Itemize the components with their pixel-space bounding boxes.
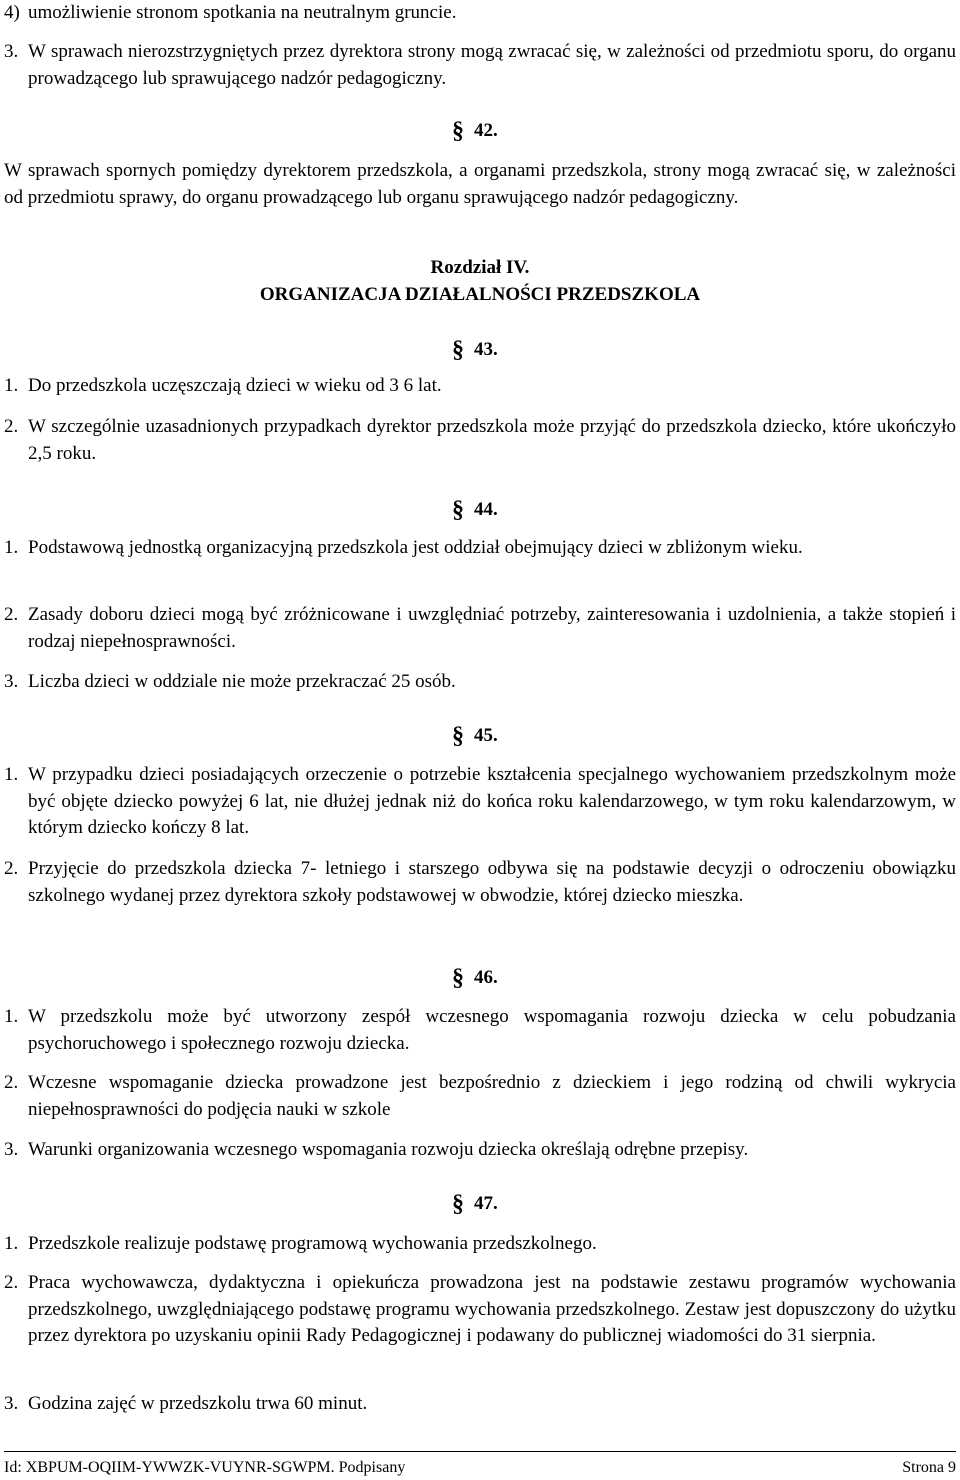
paragraph-heading-47 [452, 1191, 498, 1218]
footer-divider [4, 1451, 956, 1452]
item-text: umożliwienie stronom spotkania na neutralnym gruncie. [28, 2, 457, 23]
chapter-label: Rozdział IV. [430, 257, 530, 278]
item-number: 2. [4, 1072, 19, 1093]
item-text: Praca wychowawcza, dydaktyczna i opiekuńcza prowadzona jest na podstawie zestawu programów wychowania przedszkolnego, uwzględniającego podstawę programu wychowania przedszkolnego. Zestaw jest dopuszczony do użytku przez dyrektora po uzyskaniu opinii Rady Pedagogicznej i podawany do publicznej wiadomości do 31 sierpnia. [28, 1272, 956, 1346]
paragraph-number: 47. [474, 1193, 498, 1214]
item-number: 2. [4, 1272, 19, 1293]
paragraph-heading-42 [452, 118, 498, 145]
paragraph-heading-45 [452, 723, 498, 750]
list-item [4, 39, 956, 92]
item-number: 1. [4, 375, 19, 396]
item-text: Godzina zajęć w przedszkolu trwa 60 minut. [28, 1393, 368, 1414]
paragraph-heading-44 [452, 497, 498, 524]
list-item [4, 1137, 956, 1164]
item-text: Do przedszkola uczęszczają dzieci w wieku od 3 6 lat. [28, 375, 442, 396]
item-text: Przedszkole realizuje podstawę programową wychowania przedszkolnego. [28, 1233, 597, 1254]
item-number: 3. [4, 41, 19, 62]
list-item [4, 856, 956, 909]
section-symbol: § [452, 118, 464, 144]
section-symbol: § [452, 965, 464, 991]
paragraph-number: 44. [474, 499, 498, 520]
page-number: Strona 9 [902, 1459, 956, 1476]
paragraph-number: 43. [474, 339, 498, 360]
section-symbol: § [452, 723, 464, 749]
item-number: 3. [4, 1393, 19, 1414]
paragraph-number: 42. [474, 120, 498, 141]
item-text: Przyjęcie do przedszkola dziecka 7- letniego i starszego odbywa się na podstawie decyzji o odroczeniu obowiązku szkolnego wydanej przez dyrektora szkoły podstawowej w obwodzie, której dziecko mieszka. [28, 858, 956, 906]
item-text: W przedszkolu może być utworzony zespół wczesnego wspomagania rozwoju dziecka w celu pobudzania psychoruchowego i społecznego rozwoju dziecka. [28, 1006, 956, 1054]
item-text: Zasady doboru dzieci mogą być zróżnicowane i uwzględniać potrzeby, zainteresowania i uzdolnienia, a także stopień i rodzaj niepełnosprawności. [28, 604, 956, 652]
section-symbol: § [452, 337, 464, 363]
item-number: 1. [4, 1233, 19, 1254]
item-text: Liczba dzieci w oddziale nie może przekraczać 25 osób. [28, 671, 456, 692]
list-item [4, 602, 956, 655]
item-text: Podstawową jednostką organizacyjną przedszkola jest oddział obejmujący dzieci w zbliżonym wieku. [28, 537, 803, 558]
list-item [4, 1270, 956, 1350]
list-item [4, 1004, 956, 1057]
item-number: 4) [4, 2, 20, 23]
paragraph-number: 45. [474, 725, 498, 746]
paragraph-heading-46 [452, 965, 498, 992]
page-footer [4, 1458, 956, 1478]
item-number: 3. [4, 1139, 19, 1160]
item-text: W szczególnie uzasadnionych przypadkach dyrektor przedszkola może przyjąć do przedszkola dziecko, które ukończyło 2,5 roku. [28, 416, 956, 464]
section-symbol: § [452, 1191, 464, 1217]
paragraph-number: 46. [474, 967, 498, 988]
item-number: 3. [4, 671, 19, 692]
paragraph-text: W sprawach spornych pomiędzy dyrektorem przedszkola, a organami przedszkola, strony mogą zwracać się, w zależności od przedmiotu sprawy, do organu prowadzącego lub organu sprawującego nadzór pedagogiczny. [4, 160, 956, 208]
list-item [4, 0, 956, 27]
item-number: 2. [4, 858, 19, 879]
item-number: 1. [4, 537, 19, 558]
list-item [4, 1391, 956, 1418]
list-item [4, 373, 956, 400]
list-item [4, 669, 956, 696]
chapter-title: ORGANIZACJA DZIAŁALNOŚCI PRZEDSZKOLA [259, 284, 701, 305]
item-number: 2. [4, 416, 19, 437]
item-text: W przypadku dzieci posiadających orzeczenie o potrzebie kształcenia specjalnego wychowaniem przedszkolnym może być objęte dziecko powyżej 6 lat, nie dłużej jednak niż do końca roku kalendarzowego, w tym roku kalendarzowym, w którym dziecko kończy 8 lat. [28, 764, 956, 838]
list-item [4, 1231, 956, 1258]
item-number: 1. [4, 764, 19, 785]
paragraph-heading-43 [452, 337, 498, 364]
section-symbol: § [452, 497, 464, 523]
item-text: Wczesne wspomaganie dziecka prowadzone jest bezpośrednio z dzieckiem i jego rodziną od chwili wykrycia niepełnosprawności do podjęcia nauki w szkole [28, 1072, 956, 1120]
item-number: 2. [4, 604, 19, 625]
list-item [4, 1070, 956, 1123]
item-text: Warunki organizowania wczesnego wspomagania rozwoju dziecka określają odrębne przepisy. [28, 1139, 749, 1160]
item-text: W sprawach nierozstrzygniętych przez dyrektora strony mogą zwracać się, w zależności od przedmiotu sporu, do organu prowadzącego lub sprawującego nadzór pedagogiczny. [28, 41, 956, 89]
item-number: 1. [4, 1006, 19, 1027]
list-item [4, 535, 956, 562]
document-id: Id: XBPUM-OQIIM-YWWZK-VUYNR-SGWPM. Podpisany [4, 1459, 406, 1476]
list-item [4, 762, 956, 842]
list-item [4, 414, 956, 467]
